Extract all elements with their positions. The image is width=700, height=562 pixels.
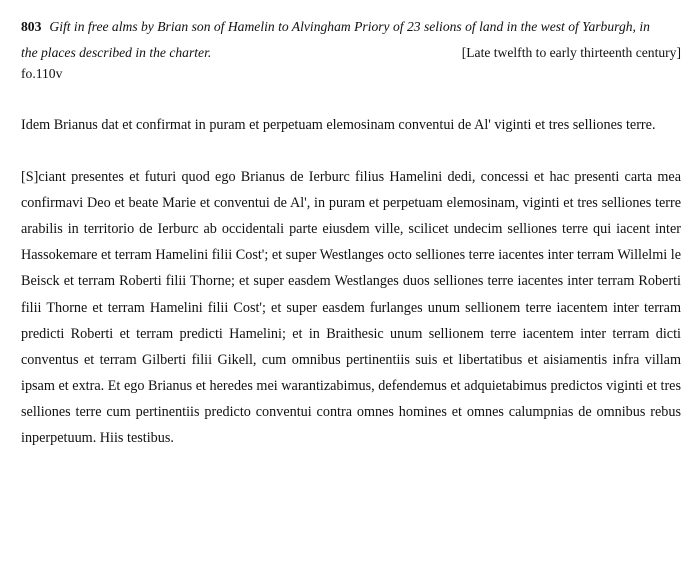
charter-date: [Late twelfth to early thirteenth century] [461, 45, 681, 60]
charter-title-line2: the places described in the charter. [21, 45, 212, 60]
charter-text-paragraph: [S]ciant presentes et futuri quod ego Brianus de Ierburc filius Hamelini dedi, concessi et hac presenti carta mea confirmavi Deo et beate Marie et conventui de Al', in puram et perpetuam elemosinam, viginti et tres selliones terre arabilis in territorio de Ierburc ab occidentali parte eiusdem ville, scilicet undecim selliones terre qui iacent inter Hassokemare et terram Hamelini filii Cost'; et super Westlanges octo selliones terre iacentes inter terram Willelmi le Beisck et terram Roberti filii Thorne; et super easdem Westlanges duos selliones terre iacentes inter terram Roberti filii Thorne et terram Hamelini filii Cost'; et super easdem furlanges unum sellionem terre iacentem inter terram predicti Roberti et terram predicti Hamelini; et in Braithesic unum sellionem terre iacentem inter terram dicti conventus et terram Gilberti filii Gikell, cum omnibus pertinentiis suis et libertatibus et aisiamentis infra villam ipsam et extra. Et ego Brianus et heredes mei warantizabimus, defendemus et adquietabimus predictos viginti et tres selliones terre cum pertinentiis predicto conventui contra omnes homines et omnes calumpnias de omnibus rebus inperpetuum. Hiis testibus. [21, 169, 681, 447]
charter-number: 803 [21, 19, 42, 34]
summary-paragraph: Idem Brianus dat et confirmat in puram et perpetuam elemosinam conventui de Al' viginti et tres selliones terre. [21, 117, 656, 133]
charter-title-line1: Gift in free alms by Brian son of Hamelin to Alvingham Priory of 23 selions of land in the west of Yarburgh, in [49, 19, 650, 34]
charter-heading [21, 14, 681, 40]
charter-heading-line2 [21, 40, 681, 66]
folio-reference: fo.110v [21, 66, 63, 81]
